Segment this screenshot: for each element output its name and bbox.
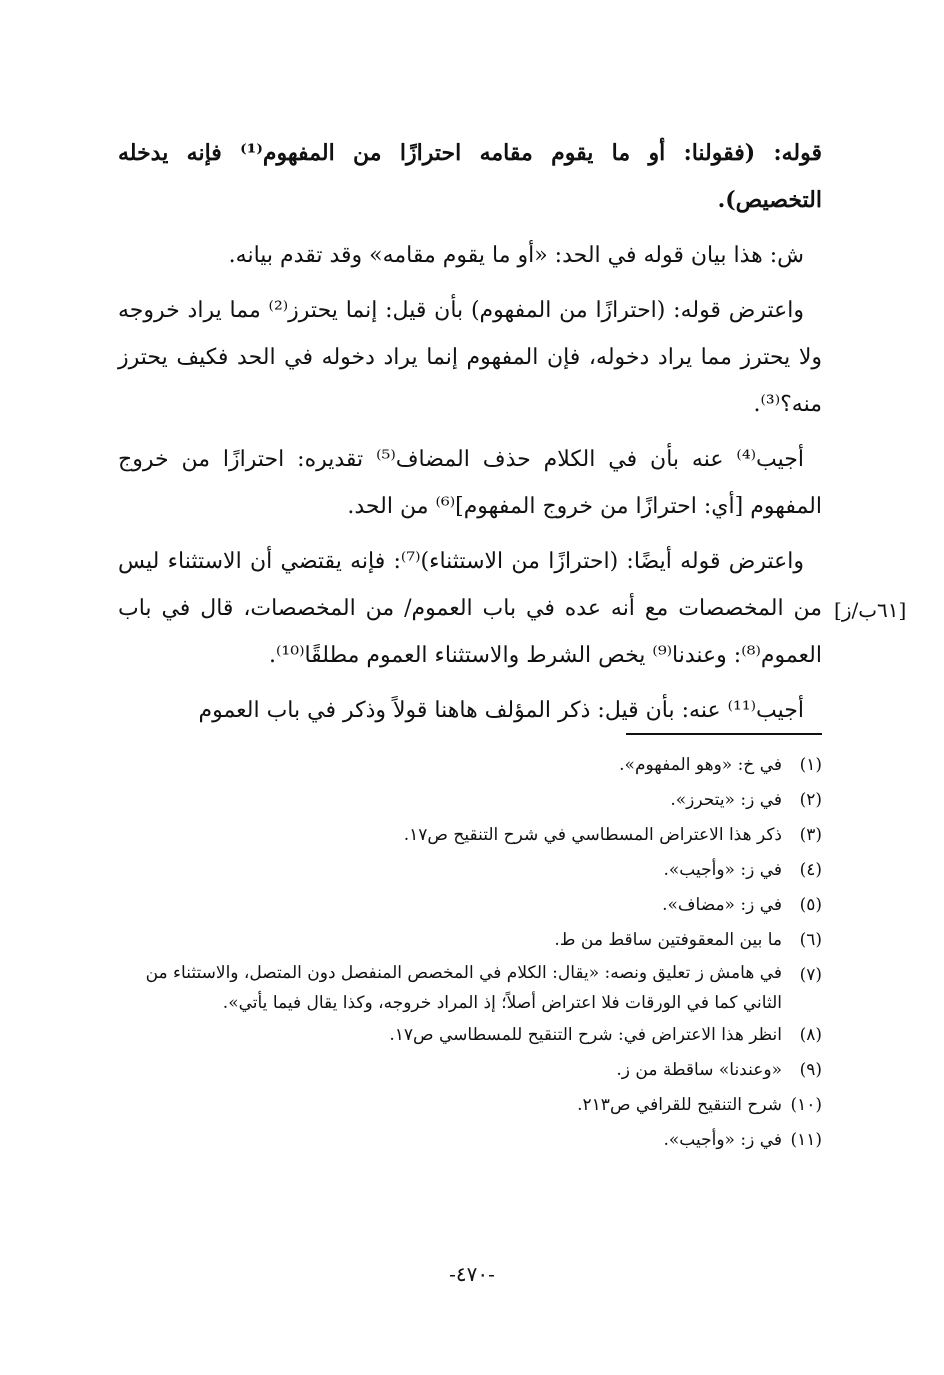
footnote: (٩) «وعندنا» ساقطة من ز. xyxy=(616,1060,822,1080)
footnote: (٦) ما بين المعقوفتين ساقط من ط. xyxy=(554,930,822,950)
page-number: -٤٧٠- xyxy=(449,1262,495,1286)
footnote: (١١) في ز: «وأجيب». xyxy=(663,1130,822,1150)
footnote: (٣) ذكر هذا الاعتراض المسطاسي في شرح التنقيح ص١٧. xyxy=(403,825,822,845)
footnote-divider xyxy=(626,733,822,735)
manuscript-margin-reference: [٦١ب/ز] xyxy=(834,598,907,622)
footnote: (٥) في ز: «مضاف». xyxy=(662,895,822,915)
footnote: (٢) في ز: «يتحرز». xyxy=(670,790,822,810)
paragraph-answer-2: أجيب⁽¹¹⁾ عنه: بأن قيل: ذكر المؤلف هاهنا قولاً وذكر في باب العموم xyxy=(198,698,804,723)
paragraph-explanation: ش: هذا بيان قوله في الحد: «أو ما يقوم مقامه» وقد تقدم بيانه. xyxy=(228,243,804,268)
footnote: (٤) في ز: «وأجيب». xyxy=(663,860,822,880)
footnotes xyxy=(110,748,822,1158)
footnote: (١٠) شرح التنقيح للقرافي ص٢١٣. xyxy=(577,1095,822,1115)
paragraph-quote: قوله: (فقولنا: أو ما يقوم مقامه احترازًا من المفهوم⁽¹⁾ فإنه يدخله التخصيص). xyxy=(118,140,823,213)
paragraph-objection-2: واعترض قوله أيضًا: (احترازًا من الاستثناء)⁽⁷⁾: فإنه يقتضي أن الاستثناء ليس من المخصصات مع أنه عده في باب العموم/ من المخصصات، قال في باب العموم⁽⁸⁾: وعندنا⁽⁹⁾ يخص الشرط والاستثناء العموم مطلقًا⁽¹⁰⁾. xyxy=(118,549,822,668)
main-text xyxy=(118,130,822,734)
paragraph-objection-1: واعترض قوله: (احترازًا من المفهوم) بأن قيل: إنما يحترز⁽²⁾ مما يراد خروجه ولا يحترز مما يراد دخوله، فإن المفهوم إنما يراد دخوله في الحد فكيف يحترز منه؟⁽³⁾. xyxy=(118,298,822,417)
footnote: (٨) انظر هذا الاعتراض في: شرح التنقيح للمسطاسي ص١٧. xyxy=(389,1025,822,1045)
footnote: (١) في خ: «وهو المفهوم». xyxy=(619,755,822,775)
paragraph-answer-1: أجيب⁽⁴⁾ عنه بأن في الكلام حذف المضاف⁽⁵⁾ تقديره: احترازًا من خروج المفهوم [أي: احترازًا من خروج المفهوم]⁽⁶⁾ من الحد. xyxy=(118,447,822,519)
footnote: (٧) في هامش ز تعليق ونصه: «يقال: الكلام في المخصص المنفصل دون المتصل، والاستثناء من الثاني كما في الورقات فلا اعتراض أصلاً؛ إذ المراد خروجه، وكذا يقال فيما يأتي». xyxy=(145,963,822,1013)
